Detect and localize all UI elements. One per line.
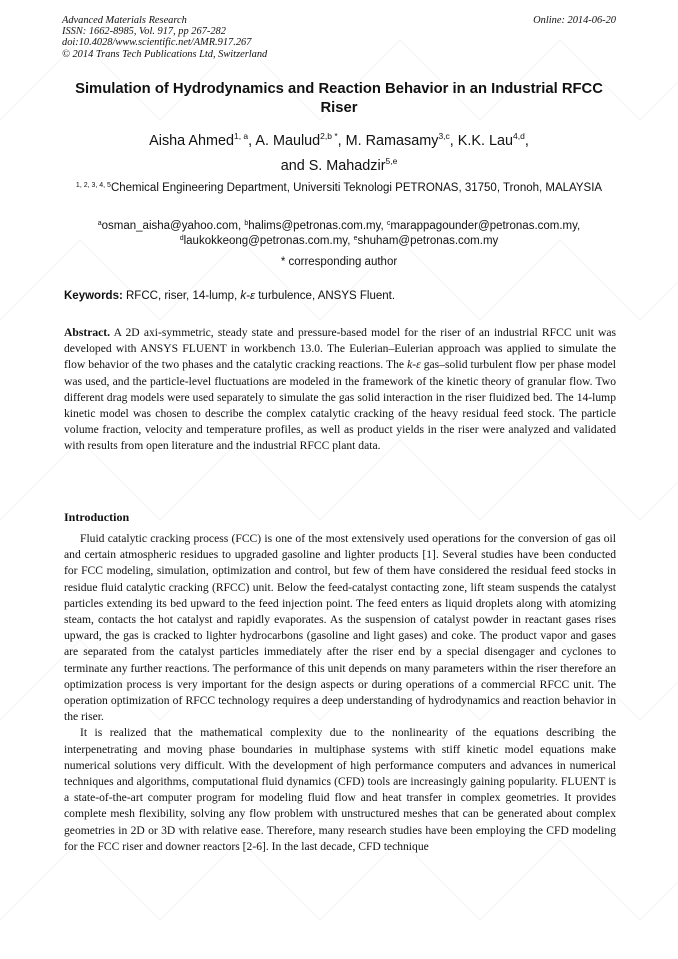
copyright-line: © 2014 Trans Tech Publications Ltd, Switzerland xyxy=(62,48,268,60)
author-and: and xyxy=(280,158,305,174)
author-sup: 3,c xyxy=(438,131,450,141)
email-sup: c xyxy=(386,220,391,227)
author-sup: 4,d xyxy=(512,131,525,141)
author-name: S. Mahadzir xyxy=(308,158,386,174)
abstract-text: gas–solid turbulent flow per phase model was used, and the particle-level fluctuations are modeled in the framework of the kinetic theory of granular flow. Two different drag models were used separately to simulate the gas solid interaction in the riser fluidized bed. The 14-lump kinetic model was chosen to describe the complex catalytic cracking of the heavy residual feed stock. The particle volume fraction, velocity and temperature profiles, as well as product yields in the riser were analyzed and validated with results from open literature and the industrial RFCC plant data. xyxy=(64,358,616,453)
keywords-text: turbulence, ANSYS Fluent. xyxy=(258,290,396,302)
email-link[interactable]: laukokkeong@petronas.com.my xyxy=(183,235,348,247)
journal-header xyxy=(62,15,616,60)
paper-title: Simulation of Hydrodynamics and Reaction Behavior in an Industrial RFCC Riser xyxy=(75,81,603,116)
author-name: M. Ramasamy xyxy=(345,133,439,149)
paragraph: It is realized that the mathematical complexity due to the nonlinearity of the equations describing the interpenetrating and moving phase boundaries in multiphase systems with stiff kinetic model equations make numerical solutions very difficult. With the development of high performance computers and advances in numerical techniques and algorithms, computational fluid dynamics (CFD) tools are increasingly gaining popularity. FLUENT is a state-of-the-art computer program for modeling fluid flow and heat transfer in complex geometries. It provides complete mesh flexibility, solving any flow problem with unstructured meshes that can be generated about complex geometries in 2D or 3D with relative ease. Therefore, many research studies have been employing the CFD modeling for the FCC riser and downer reactors [2-6]. In the last decade, CFD technique xyxy=(64,726,616,853)
email-link[interactable]: osman_aisha@yahoo.com xyxy=(101,220,238,232)
online-date: Online: 2014-06-20 xyxy=(533,15,616,26)
journal-name: Advanced Materials Research xyxy=(62,15,187,26)
corresponding-author-note: * corresponding author xyxy=(280,256,398,268)
section-heading-introduction: Introduction xyxy=(64,510,130,524)
author-name: Aisha Ahmed xyxy=(149,133,234,149)
email-link[interactable]: halims@petronas.com.my xyxy=(248,220,381,232)
author-sup: 2,b * xyxy=(320,131,338,141)
paragraph: Fluid catalytic cracking process (FCC) is one of the most extensively used operations for the conversion of gas oil and certain atmospheric residues to upgraded gasoline and lighter products [1]. Several studies have been conducted for FCC modeling, simulation, optimization and control, but few of them have considered the residual feed stocks in residue fluid catalytic cracking (RFCC) unit. Below the feed-catalyst contacting zone, lift steam suspends the catalyst particles extending its bed upward to the feed injection point. The feed enters as liquid droplets along with atomizing steam, contacts the hot catalyst and rapidly evaporates. As the suspension of catalyst powder in reactant gases rises upward, the gas is cracked to lighter hydrocarbons (gasoline and light gases) and coke. The product vapor and gases are separated from the catalyst particles immediately after the riser end by a special disengager and cyclones to terminate any further reactions. The performance of this unit depends on many parameters within the riser therefore an optimization process is very important for the design aspects or during operations of a commercial RFCC unit. The operation optimization of RFCC technology requires a deep understanding of hydrodynamics and reaction behavior in the riser. xyxy=(64,532,616,724)
keywords-text: RFCC, riser, 14-lump, xyxy=(126,290,238,302)
doi-line: doi:10.4028/www.scientific.net/AMR.917.267 xyxy=(62,37,252,49)
introduction-body xyxy=(64,531,616,855)
affiliation xyxy=(62,181,616,196)
issn-line: ISSN: 1662-8985, Vol. 917, pp 267-282 xyxy=(62,26,226,38)
author-name: K.K. Lau xyxy=(457,133,513,149)
email-list: $^a$osman_aisha@yahoo.com, $^b$halims@petronas.com.my, $^c$marappagounder@petronas.com.my, $^d$laukokkeong@petronas.com.my, $^e$shuham@petronas.com.my xyxy=(97,220,581,247)
abstract-label: Abstract. xyxy=(64,326,111,339)
author-sup: 5,e xyxy=(385,156,398,166)
abstract-kepsilon: k-ε xyxy=(407,358,421,372)
abstract xyxy=(64,325,616,455)
email-sup: d xyxy=(179,235,184,242)
email-link[interactable]: marappagounder@petronas.com.my xyxy=(390,220,578,232)
affiliation-text: Chemical Engineering Department, Universiti Teknologi PETRONAS, 31750, Tronoh, MALAYSIA xyxy=(110,182,603,194)
affiliation-sup: 1, 2, 3, 4, 5 xyxy=(75,182,111,189)
abstract-text: A 2D axi-symmetric, steady state and pressure-based model for the riser of an industrial RFCC unit was developed with ANSYS FLUENT in workbench 13.0. The Eulerian–Eulerian approach was applied to simulate the flow behavior of the two phases and the catalytic cracking reactions. The xyxy=(64,326,616,372)
email-sup: b xyxy=(244,220,249,227)
email-link[interactable]: shuham@petronas.com.my xyxy=(357,235,499,247)
email-sup: a xyxy=(97,220,102,227)
author-list: Aisha Ahmed$^{1, a}$, A. Maulud$^{2,b *}$, M. Ramasamy$^{3,c}$, K.K. Lau$^{4,d}$, and S. Mahadzir$^{5,e}$ xyxy=(149,131,529,174)
author-sup: 1, a xyxy=(233,131,249,141)
author-name: A. Maulud xyxy=(255,133,321,149)
keywords-kepsilon: k-ε xyxy=(240,290,256,302)
email-sup: e xyxy=(353,235,358,242)
keywords xyxy=(64,290,616,302)
keywords-label: Keywords: xyxy=(64,290,123,302)
